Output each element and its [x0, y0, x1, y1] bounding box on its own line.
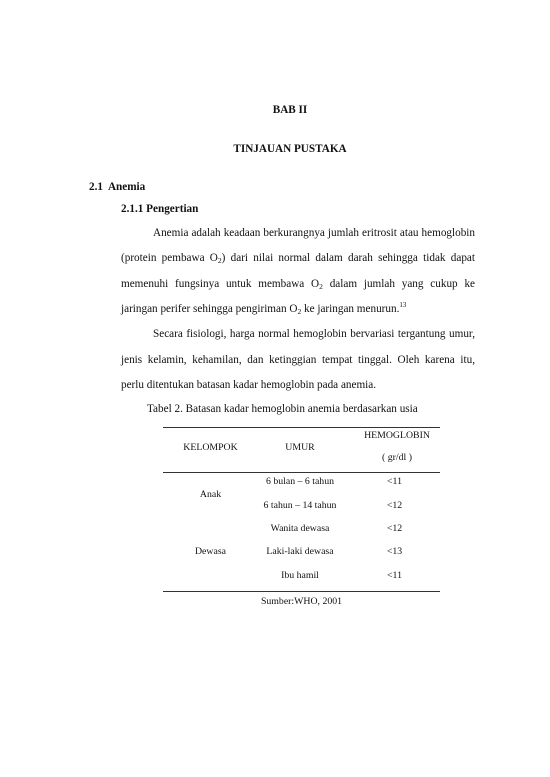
row-umur: Ibu hamil: [281, 570, 319, 581]
row-hemoglobin: <11: [387, 570, 402, 581]
row-umur: 6 bulan – 6 tahun: [265, 476, 335, 487]
paragraph2-line1: Secara fisiologi, harga normal hemoglobin bervariasi tergantung umur,: [153, 328, 475, 340]
footnote-reference: 13: [399, 301, 407, 309]
header-umur: UMUR: [285, 442, 315, 453]
subsection-number: 2.1.1: [121, 203, 144, 215]
p1-l2-text-b: ) dari nilai normal dalam darah sehingga tidak dapat: [221, 252, 475, 264]
p1-l2-subscript: 2: [217, 256, 222, 265]
p1-l3-text-b: dalam jumlah yang cukup ke: [322, 278, 475, 290]
p1-l4-text-b: ke jaringan menurun.: [301, 303, 400, 315]
p1-l3-text-a: memenuhi fungsinya untuk membawa O: [121, 278, 320, 290]
header-unit: ( gr/dl ): [382, 452, 412, 463]
table-top-rule: [163, 427, 440, 428]
chapter-title: TINJAUAN PUSTAKA: [233, 143, 347, 155]
p1-l4-subscript: 2: [297, 307, 302, 316]
header-hemoglobin: HEMOGLOBIN: [364, 430, 430, 441]
section-heading: [89, 181, 145, 193]
p1-l3-subscript: 2: [319, 282, 323, 291]
paragraph1-line1: Anemia adalah keadaan berkurangnya jumlah eritrosit atau hemoglobin: [153, 227, 475, 239]
paragraph1-line3: [121, 278, 475, 290]
p1-l2-text-a: (protein pembawa O: [121, 252, 218, 264]
chapter-number: BAB II: [272, 104, 308, 116]
row-hemoglobin: <13: [386, 546, 403, 557]
header-kelompok: KELOMPOK: [183, 442, 238, 453]
row-umur: Laki-laki dewasa: [266, 546, 334, 557]
group-label-anak: Anak: [199, 489, 222, 500]
paragraph1-line4: [121, 303, 406, 315]
row-hemoglobin: <11: [387, 476, 402, 487]
table-bottom-rule: [163, 591, 440, 592]
row-hemoglobin: <12: [386, 500, 403, 511]
paragraph2-line2: jenis kelamin, kehamilan, dan ketinggian tempat tinggal. Oleh karena itu,: [121, 354, 475, 366]
paragraph1-line2: [121, 252, 475, 264]
table-caption: Tabel 2. Batasan kadar hemoglobin anemia berdasarkan usia: [147, 403, 418, 415]
table-header-rule: [163, 472, 440, 473]
row-umur: 6 tahun – 14 tahun: [263, 500, 337, 511]
subsection-heading: [121, 203, 198, 215]
section-number: 2.1: [89, 181, 103, 193]
row-hemoglobin: <12: [386, 523, 403, 534]
p1-l4-text-a: jaringan perifer sehingga pengiriman O: [121, 303, 298, 315]
subsection-title: Pengertian: [146, 203, 199, 215]
group-label-dewasa: Dewasa: [194, 546, 226, 557]
section-title: Anemia: [107, 181, 146, 193]
paragraph2-line3: perlu ditentukan batasan kadar hemoglobin pada anemia.: [121, 379, 377, 391]
table-source: Sumber:WHO, 2001: [260, 596, 343, 607]
row-umur: Wanita dewasa: [270, 523, 330, 534]
